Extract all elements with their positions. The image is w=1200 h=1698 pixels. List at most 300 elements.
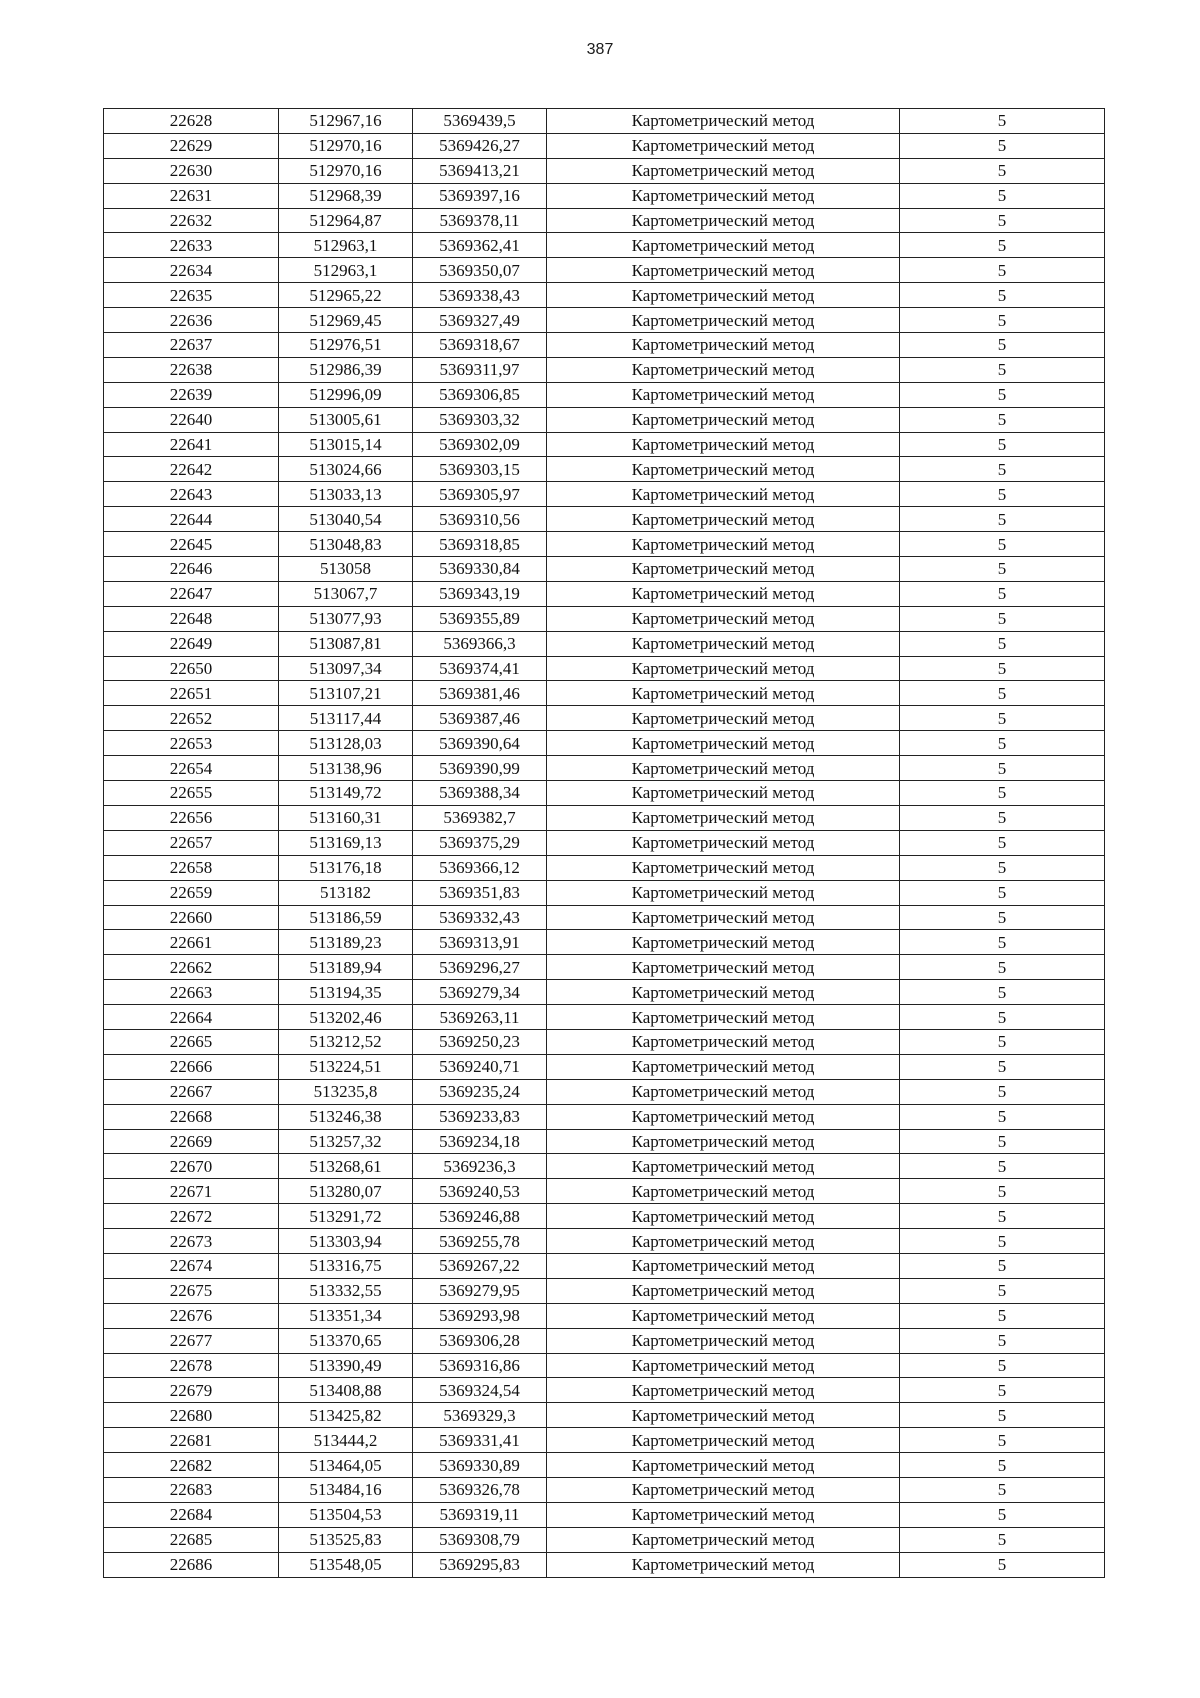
method-cell: Картометрический метод	[547, 706, 900, 731]
table-row	[104, 557, 1105, 582]
x-coordinate-cell: 513425,82	[279, 1403, 413, 1428]
point-number-cell: 22651	[104, 681, 279, 706]
point-number-cell: 22682	[104, 1453, 279, 1478]
x-coordinate-cell: 513316,75	[279, 1253, 413, 1278]
accuracy-cell: 5	[900, 631, 1105, 656]
point-number-cell: 22684	[104, 1502, 279, 1527]
accuracy-cell: 5	[900, 581, 1105, 606]
table-row	[104, 208, 1105, 233]
table-row	[104, 631, 1105, 656]
x-coordinate-cell: 513033,13	[279, 482, 413, 507]
x-coordinate-cell: 513464,05	[279, 1453, 413, 1478]
point-number-cell: 22675	[104, 1278, 279, 1303]
y-coordinate-cell: 5369350,07	[413, 258, 547, 283]
y-coordinate-cell: 5369374,41	[413, 656, 547, 681]
y-coordinate-cell: 5369332,43	[413, 905, 547, 930]
accuracy-cell: 5	[900, 1204, 1105, 1229]
x-coordinate-cell: 513484,16	[279, 1477, 413, 1502]
y-coordinate-cell: 5369236,3	[413, 1154, 547, 1179]
y-coordinate-cell: 5369235,24	[413, 1079, 547, 1104]
y-coordinate-cell: 5369279,34	[413, 980, 547, 1005]
x-coordinate-cell: 513212,52	[279, 1029, 413, 1054]
point-number-cell: 22633	[104, 233, 279, 258]
y-coordinate-cell: 5369246,88	[413, 1204, 547, 1229]
accuracy-cell: 5	[900, 1328, 1105, 1353]
method-cell: Картометрический метод	[547, 1502, 900, 1527]
table-row	[104, 1278, 1105, 1303]
y-coordinate-cell: 5369375,29	[413, 830, 547, 855]
accuracy-cell: 5	[900, 1005, 1105, 1030]
accuracy-cell: 5	[900, 1129, 1105, 1154]
method-cell: Картометрический метод	[547, 308, 900, 333]
point-number-cell: 22649	[104, 631, 279, 656]
table-row	[104, 1005, 1105, 1030]
y-coordinate-cell: 5369351,83	[413, 880, 547, 905]
method-cell: Картометрический метод	[547, 557, 900, 582]
x-coordinate-cell: 513194,35	[279, 980, 413, 1005]
x-coordinate-cell: 512965,22	[279, 283, 413, 308]
table-row	[104, 706, 1105, 731]
table-row	[104, 532, 1105, 557]
table-row	[104, 1179, 1105, 1204]
method-cell: Картометрический метод	[547, 1552, 900, 1577]
x-coordinate-cell: 513186,59	[279, 905, 413, 930]
x-coordinate-cell: 512963,1	[279, 258, 413, 283]
method-cell: Картометрический метод	[547, 1179, 900, 1204]
method-cell: Картометрический метод	[547, 357, 900, 382]
accuracy-cell: 5	[900, 905, 1105, 930]
point-number-cell: 22681	[104, 1428, 279, 1453]
y-coordinate-cell: 5369240,53	[413, 1179, 547, 1204]
coordinates-table-body	[104, 109, 1105, 1578]
point-number-cell: 22663	[104, 980, 279, 1005]
method-cell: Картометрический метод	[547, 457, 900, 482]
x-coordinate-cell: 513189,23	[279, 930, 413, 955]
method-cell: Картометрический метод	[547, 532, 900, 557]
table-row	[104, 606, 1105, 631]
method-cell: Картометрический метод	[547, 133, 900, 158]
y-coordinate-cell: 5369397,16	[413, 183, 547, 208]
point-number-cell: 22658	[104, 855, 279, 880]
y-coordinate-cell: 5369362,41	[413, 233, 547, 258]
x-coordinate-cell: 513189,94	[279, 955, 413, 980]
x-coordinate-cell: 512963,1	[279, 233, 413, 258]
point-number-cell: 22629	[104, 133, 279, 158]
point-number-cell: 22659	[104, 880, 279, 905]
table-row	[104, 1029, 1105, 1054]
point-number-cell: 22657	[104, 830, 279, 855]
method-cell: Картометрический метод	[547, 805, 900, 830]
x-coordinate-cell: 513149,72	[279, 781, 413, 806]
method-cell: Картометрический метод	[547, 482, 900, 507]
y-coordinate-cell: 5369234,18	[413, 1129, 547, 1154]
table-row	[104, 1527, 1105, 1552]
y-coordinate-cell: 5369326,78	[413, 1477, 547, 1502]
accuracy-cell: 5	[900, 333, 1105, 358]
table-row	[104, 1502, 1105, 1527]
x-coordinate-cell: 513444,2	[279, 1428, 413, 1453]
accuracy-cell: 5	[900, 880, 1105, 905]
method-cell: Картометрический метод	[547, 1477, 900, 1502]
point-number-cell: 22669	[104, 1129, 279, 1154]
method-cell: Картометрический метод	[547, 1527, 900, 1552]
coordinates-table	[103, 108, 1105, 1578]
method-cell: Картометрический метод	[547, 432, 900, 457]
method-cell: Картометрический метод	[547, 731, 900, 756]
y-coordinate-cell: 5369318,85	[413, 532, 547, 557]
y-coordinate-cell: 5369311,97	[413, 357, 547, 382]
x-coordinate-cell: 513176,18	[279, 855, 413, 880]
method-cell: Картометрический метод	[547, 507, 900, 532]
x-coordinate-cell: 513504,53	[279, 1502, 413, 1527]
x-coordinate-cell: 513257,32	[279, 1129, 413, 1154]
point-number-cell: 22652	[104, 706, 279, 731]
y-coordinate-cell: 5369316,86	[413, 1353, 547, 1378]
accuracy-cell: 5	[900, 955, 1105, 980]
x-coordinate-cell: 512968,39	[279, 183, 413, 208]
y-coordinate-cell: 5369366,12	[413, 855, 547, 880]
x-coordinate-cell: 513138,96	[279, 756, 413, 781]
accuracy-cell: 5	[900, 756, 1105, 781]
accuracy-cell: 5	[900, 1079, 1105, 1104]
x-coordinate-cell: 513097,34	[279, 656, 413, 681]
point-number-cell: 22673	[104, 1229, 279, 1254]
accuracy-cell: 5	[900, 830, 1105, 855]
point-number-cell: 22668	[104, 1104, 279, 1129]
x-coordinate-cell: 513067,7	[279, 581, 413, 606]
accuracy-cell: 5	[900, 308, 1105, 333]
accuracy-cell: 5	[900, 208, 1105, 233]
accuracy-cell: 5	[900, 183, 1105, 208]
table-row	[104, 1079, 1105, 1104]
x-coordinate-cell: 512969,45	[279, 308, 413, 333]
method-cell: Картометрический метод	[547, 333, 900, 358]
table-row	[104, 1154, 1105, 1179]
method-cell: Картометрический метод	[547, 283, 900, 308]
point-number-cell: 22639	[104, 382, 279, 407]
x-coordinate-cell: 512970,16	[279, 158, 413, 183]
y-coordinate-cell: 5369390,64	[413, 731, 547, 756]
accuracy-cell: 5	[900, 1029, 1105, 1054]
point-number-cell: 22664	[104, 1005, 279, 1030]
accuracy-cell: 5	[900, 930, 1105, 955]
x-coordinate-cell: 513087,81	[279, 631, 413, 656]
table-row	[104, 158, 1105, 183]
method-cell: Картометрический метод	[547, 631, 900, 656]
x-coordinate-cell: 513246,38	[279, 1104, 413, 1129]
method-cell: Картометрический метод	[547, 980, 900, 1005]
x-coordinate-cell: 513303,94	[279, 1229, 413, 1254]
method-cell: Картометрический метод	[547, 1253, 900, 1278]
method-cell: Картометрический метод	[547, 1104, 900, 1129]
accuracy-cell: 5	[900, 1154, 1105, 1179]
x-coordinate-cell: 513291,72	[279, 1204, 413, 1229]
point-number-cell: 22630	[104, 158, 279, 183]
accuracy-cell: 5	[900, 283, 1105, 308]
y-coordinate-cell: 5369378,11	[413, 208, 547, 233]
y-coordinate-cell: 5369330,84	[413, 557, 547, 582]
method-cell: Картометрический метод	[547, 930, 900, 955]
x-coordinate-cell: 512996,09	[279, 382, 413, 407]
x-coordinate-cell: 513280,07	[279, 1179, 413, 1204]
table-row	[104, 1353, 1105, 1378]
y-coordinate-cell: 5369255,78	[413, 1229, 547, 1254]
accuracy-cell: 5	[900, 1229, 1105, 1254]
accuracy-cell: 5	[900, 432, 1105, 457]
method-cell: Картометрический метод	[547, 955, 900, 980]
accuracy-cell: 5	[900, 457, 1105, 482]
x-coordinate-cell: 513024,66	[279, 457, 413, 482]
method-cell: Картометрический метод	[547, 1005, 900, 1030]
point-number-cell: 22678	[104, 1353, 279, 1378]
table-row	[104, 1403, 1105, 1428]
method-cell: Картометрический метод	[547, 830, 900, 855]
table-row	[104, 980, 1105, 1005]
x-coordinate-cell: 513058	[279, 557, 413, 582]
y-coordinate-cell: 5369366,3	[413, 631, 547, 656]
x-coordinate-cell: 513182	[279, 880, 413, 905]
y-coordinate-cell: 5369324,54	[413, 1378, 547, 1403]
x-coordinate-cell: 513548,05	[279, 1552, 413, 1577]
method-cell: Картометрический метод	[547, 656, 900, 681]
point-number-cell: 22642	[104, 457, 279, 482]
y-coordinate-cell: 5369327,49	[413, 308, 547, 333]
accuracy-cell: 5	[900, 233, 1105, 258]
method-cell: Картометрический метод	[547, 1378, 900, 1403]
accuracy-cell: 5	[900, 557, 1105, 582]
method-cell: Картометрический метод	[547, 905, 900, 930]
table-row	[104, 1054, 1105, 1079]
y-coordinate-cell: 5369267,22	[413, 1253, 547, 1278]
accuracy-cell: 5	[900, 1378, 1105, 1403]
point-number-cell: 22654	[104, 756, 279, 781]
table-row	[104, 581, 1105, 606]
point-number-cell: 22647	[104, 581, 279, 606]
y-coordinate-cell: 5369338,43	[413, 283, 547, 308]
point-number-cell: 22646	[104, 557, 279, 582]
y-coordinate-cell: 5369305,97	[413, 482, 547, 507]
y-coordinate-cell: 5369279,95	[413, 1278, 547, 1303]
accuracy-cell: 5	[900, 980, 1105, 1005]
y-coordinate-cell: 5369306,85	[413, 382, 547, 407]
method-cell: Картометрический метод	[547, 1353, 900, 1378]
point-number-cell: 22631	[104, 183, 279, 208]
table-row	[104, 133, 1105, 158]
point-number-cell: 22674	[104, 1253, 279, 1278]
table-row	[104, 1428, 1105, 1453]
table-row	[104, 1303, 1105, 1328]
method-cell: Картометрический метод	[547, 1204, 900, 1229]
accuracy-cell: 5	[900, 731, 1105, 756]
point-number-cell: 22679	[104, 1378, 279, 1403]
x-coordinate-cell: 513160,31	[279, 805, 413, 830]
accuracy-cell: 5	[900, 1502, 1105, 1527]
y-coordinate-cell: 5369382,7	[413, 805, 547, 830]
point-number-cell: 22662	[104, 955, 279, 980]
method-cell: Картометрический метод	[547, 208, 900, 233]
point-number-cell: 22648	[104, 606, 279, 631]
y-coordinate-cell: 5369250,23	[413, 1029, 547, 1054]
point-number-cell: 22670	[104, 1154, 279, 1179]
y-coordinate-cell: 5369313,91	[413, 930, 547, 955]
method-cell: Картометрический метод	[547, 1054, 900, 1079]
x-coordinate-cell: 513408,88	[279, 1378, 413, 1403]
y-coordinate-cell: 5369302,09	[413, 432, 547, 457]
x-coordinate-cell: 513224,51	[279, 1054, 413, 1079]
method-cell: Картометрический метод	[547, 581, 900, 606]
accuracy-cell: 5	[900, 532, 1105, 557]
point-number-cell: 22672	[104, 1204, 279, 1229]
point-number-cell: 22667	[104, 1079, 279, 1104]
table-row	[104, 1378, 1105, 1403]
table-row	[104, 905, 1105, 930]
accuracy-cell: 5	[900, 706, 1105, 731]
x-coordinate-cell: 513107,21	[279, 681, 413, 706]
accuracy-cell: 5	[900, 781, 1105, 806]
accuracy-cell: 5	[900, 656, 1105, 681]
accuracy-cell: 5	[900, 482, 1105, 507]
table-row	[104, 432, 1105, 457]
table-row	[104, 482, 1105, 507]
y-coordinate-cell: 5369306,28	[413, 1328, 547, 1353]
y-coordinate-cell: 5369233,83	[413, 1104, 547, 1129]
table-row	[104, 407, 1105, 432]
y-coordinate-cell: 5369439,5	[413, 109, 547, 134]
y-coordinate-cell: 5369388,34	[413, 781, 547, 806]
table-row	[104, 681, 1105, 706]
table-row	[104, 756, 1105, 781]
method-cell: Картометрический метод	[547, 382, 900, 407]
accuracy-cell: 5	[900, 507, 1105, 532]
table-row	[104, 805, 1105, 830]
y-coordinate-cell: 5369240,71	[413, 1054, 547, 1079]
table-row	[104, 880, 1105, 905]
point-number-cell: 22640	[104, 407, 279, 432]
table-row	[104, 258, 1105, 283]
y-coordinate-cell: 5369329,3	[413, 1403, 547, 1428]
y-coordinate-cell: 5369330,89	[413, 1453, 547, 1478]
table-row	[104, 1253, 1105, 1278]
accuracy-cell: 5	[900, 407, 1105, 432]
x-coordinate-cell: 513202,46	[279, 1005, 413, 1030]
method-cell: Картометрический метод	[547, 681, 900, 706]
table-row	[104, 656, 1105, 681]
point-number-cell: 22637	[104, 333, 279, 358]
point-number-cell: 22653	[104, 731, 279, 756]
point-number-cell: 22645	[104, 532, 279, 557]
accuracy-cell: 5	[900, 606, 1105, 631]
accuracy-cell: 5	[900, 258, 1105, 283]
x-coordinate-cell: 513048,83	[279, 532, 413, 557]
point-number-cell: 22661	[104, 930, 279, 955]
method-cell: Картометрический метод	[547, 781, 900, 806]
table-row	[104, 1477, 1105, 1502]
y-coordinate-cell: 5369387,46	[413, 706, 547, 731]
x-coordinate-cell: 512970,16	[279, 133, 413, 158]
x-coordinate-cell: 513351,34	[279, 1303, 413, 1328]
accuracy-cell: 5	[900, 109, 1105, 134]
accuracy-cell: 5	[900, 1403, 1105, 1428]
accuracy-cell: 5	[900, 158, 1105, 183]
x-coordinate-cell: 513268,61	[279, 1154, 413, 1179]
method-cell: Картометрический метод	[547, 855, 900, 880]
point-number-cell: 22686	[104, 1552, 279, 1577]
table-row	[104, 233, 1105, 258]
accuracy-cell: 5	[900, 357, 1105, 382]
accuracy-cell: 5	[900, 1552, 1105, 1577]
y-coordinate-cell: 5369295,83	[413, 1552, 547, 1577]
table-row	[104, 507, 1105, 532]
y-coordinate-cell: 5369331,41	[413, 1428, 547, 1453]
table-row	[104, 731, 1105, 756]
x-coordinate-cell: 513235,8	[279, 1079, 413, 1104]
x-coordinate-cell: 513525,83	[279, 1527, 413, 1552]
table-row	[104, 855, 1105, 880]
accuracy-cell: 5	[900, 382, 1105, 407]
x-coordinate-cell: 512967,16	[279, 109, 413, 134]
y-coordinate-cell: 5369390,99	[413, 756, 547, 781]
point-number-cell: 22641	[104, 432, 279, 457]
method-cell: Картометрический метод	[547, 1428, 900, 1453]
y-coordinate-cell: 5369343,19	[413, 581, 547, 606]
method-cell: Картометрический метод	[547, 1453, 900, 1478]
point-number-cell: 22680	[104, 1403, 279, 1428]
table-row	[104, 1129, 1105, 1154]
method-cell: Картометрический метод	[547, 183, 900, 208]
y-coordinate-cell: 5369263,11	[413, 1005, 547, 1030]
method-cell: Картометрический метод	[547, 1029, 900, 1054]
point-number-cell: 22628	[104, 109, 279, 134]
point-number-cell: 22685	[104, 1527, 279, 1552]
accuracy-cell: 5	[900, 1278, 1105, 1303]
x-coordinate-cell: 512964,87	[279, 208, 413, 233]
table-row	[104, 1229, 1105, 1254]
x-coordinate-cell: 513332,55	[279, 1278, 413, 1303]
table-row	[104, 830, 1105, 855]
table-row	[104, 308, 1105, 333]
method-cell: Картометрический метод	[547, 1278, 900, 1303]
accuracy-cell: 5	[900, 855, 1105, 880]
x-coordinate-cell: 513015,14	[279, 432, 413, 457]
method-cell: Картометрический метод	[547, 1229, 900, 1254]
method-cell: Картометрический метод	[547, 158, 900, 183]
y-coordinate-cell: 5369381,46	[413, 681, 547, 706]
x-coordinate-cell: 513040,54	[279, 507, 413, 532]
table-row	[104, 1328, 1105, 1353]
accuracy-cell: 5	[900, 1453, 1105, 1478]
method-cell: Картометрический метод	[547, 880, 900, 905]
point-number-cell: 22671	[104, 1179, 279, 1204]
y-coordinate-cell: 5369318,67	[413, 333, 547, 358]
table-row	[104, 333, 1105, 358]
table-row	[104, 357, 1105, 382]
point-number-cell: 22638	[104, 357, 279, 382]
method-cell: Картометрический метод	[547, 258, 900, 283]
table-row	[104, 1552, 1105, 1577]
x-coordinate-cell: 513005,61	[279, 407, 413, 432]
table-row	[104, 183, 1105, 208]
method-cell: Картометрический метод	[547, 1129, 900, 1154]
method-cell: Картометрический метод	[547, 1079, 900, 1104]
accuracy-cell: 5	[900, 681, 1105, 706]
point-number-cell: 22634	[104, 258, 279, 283]
y-coordinate-cell: 5369319,11	[413, 1502, 547, 1527]
accuracy-cell: 5	[900, 1527, 1105, 1552]
point-number-cell: 22632	[104, 208, 279, 233]
method-cell: Картометрический метод	[547, 233, 900, 258]
accuracy-cell: 5	[900, 1054, 1105, 1079]
method-cell: Картометрический метод	[547, 109, 900, 134]
